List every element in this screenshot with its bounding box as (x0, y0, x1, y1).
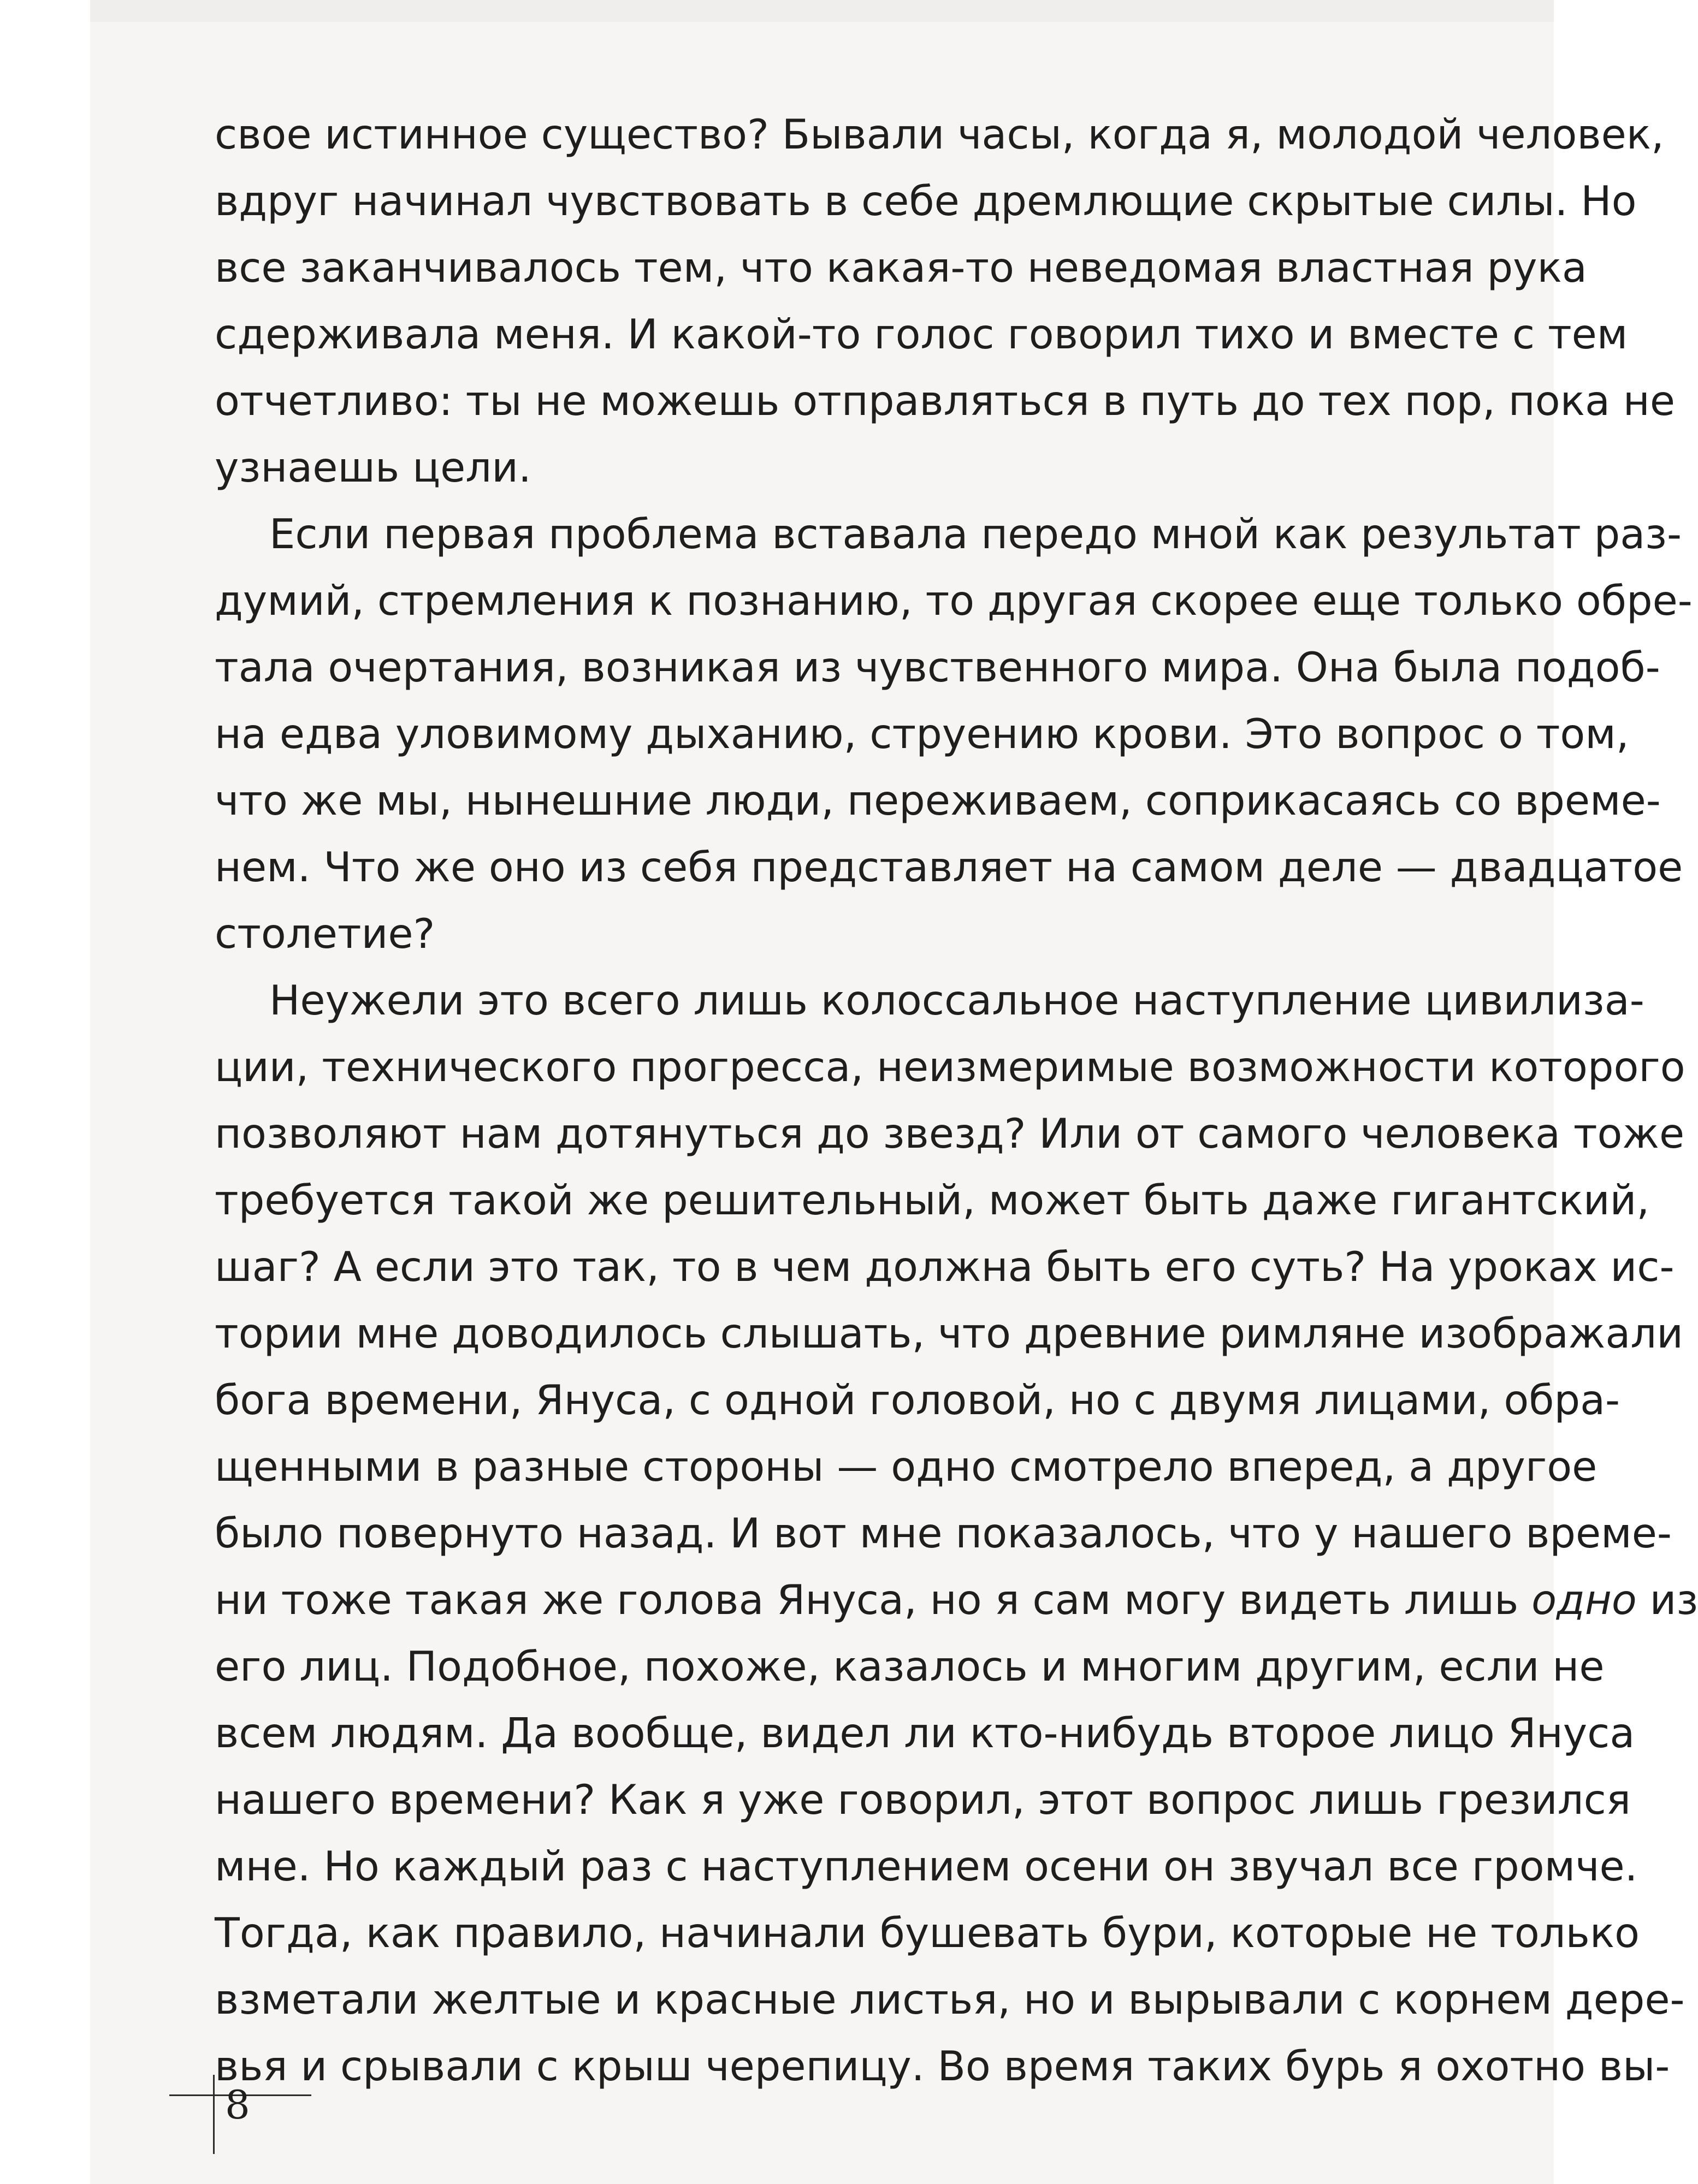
text-line: всем людям. Да вообще, видел ли кто-нибудь второе лицо Януса (215, 1709, 1635, 1757)
text-line: столетие? (215, 910, 435, 958)
text-line: вдруг начинал чувствовать в себе дремлющие скрытые силы. Но (215, 177, 1637, 225)
text-line: Неужели это всего лишь колоссальное наступление цивилиза- (269, 976, 1644, 1024)
paragraph (215, 967, 1698, 2099)
text-line: мне. Но каждый раз с наступлением осени он звучал все громче. (215, 1842, 1638, 1890)
text-line: тала очертания, возникая из чувственного мира. Она была подоб- (215, 643, 1660, 691)
text-line: нем. Что же оно из себя представляет на самом деле — двадцатое (215, 843, 1683, 891)
book-page (90, 0, 1698, 2184)
text-line: взметали желтые и красные листья, но и вырывали с корнем дере- (215, 1975, 1685, 2023)
text-line: все заканчивалось тем, что какая-то неведомая властная рука (215, 244, 1587, 292)
text-line: бога времени, Януса, с одной головой, но с двумя лицами, обра- (215, 1376, 1620, 1424)
text-line: шаг? А если это так, то в чем должна быть его суть? На уроках ис- (215, 1243, 1675, 1291)
text-line: было повернуто назад. И вот мне показалось, что у нашего време- (215, 1509, 1672, 1557)
text-line: позволяют нам дотянуться до звезд? Или от самого человека тоже (215, 1109, 1685, 1158)
body-text (215, 101, 1698, 2099)
text-line: щенными в разные стороны — одно смотрело вперед, а другое (215, 1443, 1598, 1491)
page-top-edge (90, 0, 1554, 22)
folio-vertical-rule (213, 2075, 215, 2154)
emphasized-word: одно (1531, 1576, 1637, 1624)
text-line: его лиц. Подобное, похоже, казалось и многим другим, если не (215, 1642, 1605, 1690)
paragraph (215, 101, 1675, 501)
text-line-with-emphasis (215, 1566, 1698, 1633)
text-line: нашего времени? Как я уже говорил, этот вопрос лишь грезился (215, 1776, 1631, 1824)
text-line: что же мы, нынешние люди, переживаем, соприкасаясь со време- (215, 776, 1661, 824)
text-line: сдерживала меня. И какой-то голос говорил тихо и вместе с тем (215, 310, 1628, 358)
paragraph (215, 501, 1693, 967)
text-line: узнаешь цели. (215, 443, 531, 491)
text-line: Если первая проблема вставала передо мной как результат раз- (269, 510, 1682, 558)
text-line: вья и срывали с крыш черепицу. Во время таких бурь я охотно вы- (215, 2042, 1670, 2090)
text-line: ции, технического прогресса, неизмеримые возможности которого (215, 1043, 1685, 1091)
text-line: на едва уловимому дыханию, струению крови. Это вопрос о том, (215, 710, 1629, 758)
text-run: ни тоже такая же голова Януса, но я сам могу видеть лишь (215, 1576, 1532, 1624)
text-line: отчетливо: ты не можешь отправляться в путь до тех пор, пока не (215, 377, 1675, 425)
text-line: думий, стремления к познанию, то другая скорее еще только обре- (215, 577, 1693, 625)
page-number: 8 (225, 2082, 250, 2128)
text-line: тории мне доводилось слышать, что древние римляне изображали (215, 1309, 1684, 1357)
text-line: Тогда, как правило, начинали бушевать бури, которые не только (215, 1909, 1640, 1957)
text-line: требуется такой же решительный, может быть даже гигантский, (215, 1176, 1650, 1224)
text-line: свое истинное существо? Бывали часы, когда я, молодой человек, (215, 110, 1664, 158)
text-run: из (1636, 1576, 1698, 1624)
